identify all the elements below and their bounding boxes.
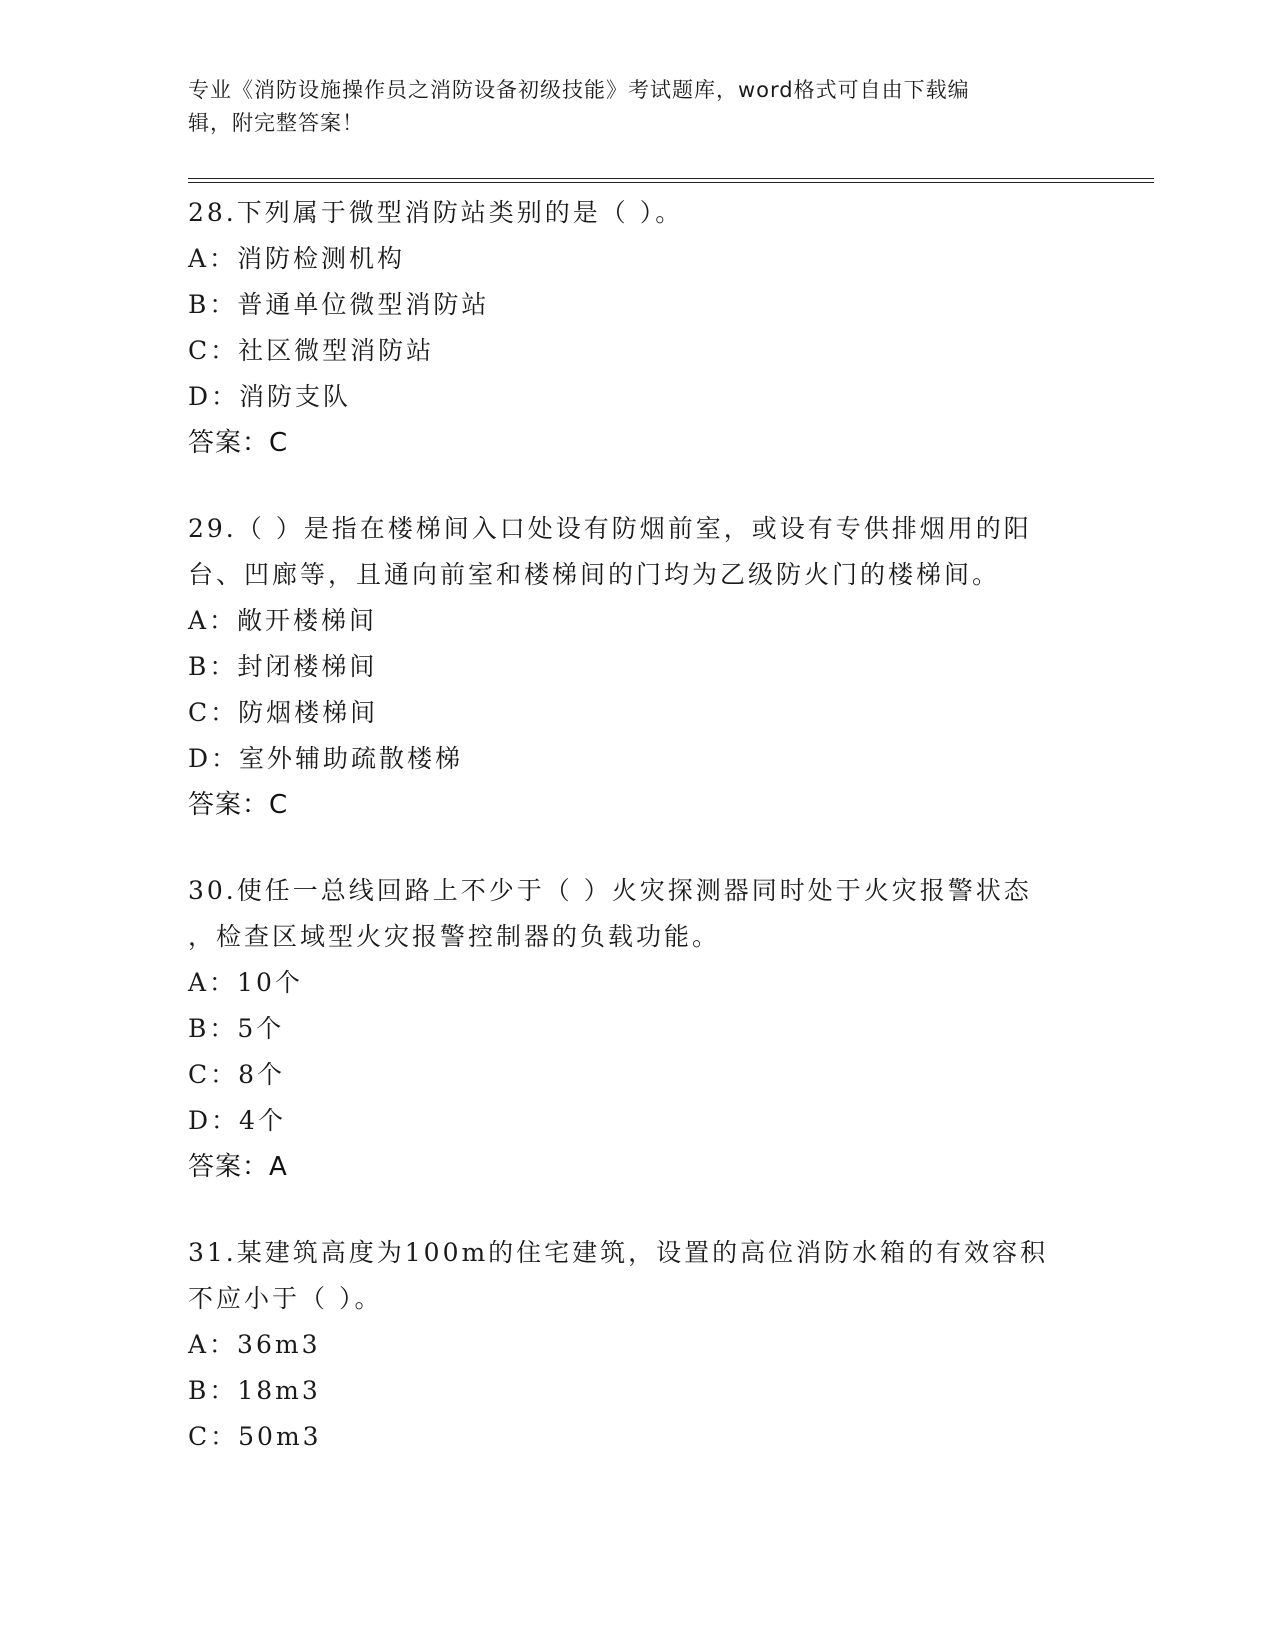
header-line-2: 辑，附完整答案！ [188, 111, 364, 135]
option-a: A：10个 [188, 968, 303, 997]
question-text-continued: ，检查区域型火灾报警控制器的负载功能。 [188, 922, 721, 951]
option-c: C：50m3 [188, 1422, 322, 1451]
answer: 答案：C [188, 428, 289, 458]
option-d: D：消防支队 [188, 382, 352, 411]
option-c: C：防烟楼梯间 [188, 698, 379, 727]
header-divider [188, 178, 1154, 183]
option-d: D：4个 [188, 1106, 286, 1135]
answer: 答案：C [188, 790, 289, 820]
document-header [188, 74, 1088, 140]
question-text: 31.某建筑高度为100m的住宅建筑，设置的高位消防水箱的有效容积 [188, 1238, 1049, 1267]
question-30 [188, 868, 1088, 1190]
option-c: C：社区微型消防站 [188, 336, 435, 365]
question-text: 28.下列属于微型消防站类别的是（ ）。 [188, 198, 684, 227]
question-text: 30.使任一总线回路上不少于（ ）火灾探测器同时处于火灾报警状态 [188, 876, 1032, 905]
question-29 [188, 506, 1088, 828]
question-31 [188, 1230, 1088, 1460]
option-c: C：8个 [188, 1060, 286, 1089]
question-list [188, 190, 1088, 1500]
option-b: B：普通单位微型消防站 [188, 290, 490, 319]
option-a: A：36m3 [188, 1330, 321, 1359]
option-d: D：室外辅助疏散楼梯 [188, 744, 464, 773]
option-b: B：封闭楼梯间 [188, 652, 378, 681]
answer: 答案：A [188, 1152, 288, 1182]
option-b: B：5个 [188, 1014, 285, 1043]
option-a: A：敞开楼梯间 [188, 606, 378, 635]
option-a: A：消防检测机构 [188, 244, 406, 273]
option-b: B：18m3 [188, 1376, 321, 1405]
question-text-continued: 不应小于（ ）。 [188, 1284, 383, 1313]
question-text-continued: 台、凹廊等，且通向前室和楼梯间的门均为乙级防火门的楼梯间。 [188, 560, 1001, 589]
question-text: 29.（ ）是指在楼梯间入口处设有防烟前室，或设有专供排烟用的阳 [188, 514, 1032, 543]
header-line-1: 专业《消防设施操作员之消防设备初级技能》考试题库，word格式可自由下载编 [188, 78, 970, 102]
question-28 [188, 190, 1088, 466]
